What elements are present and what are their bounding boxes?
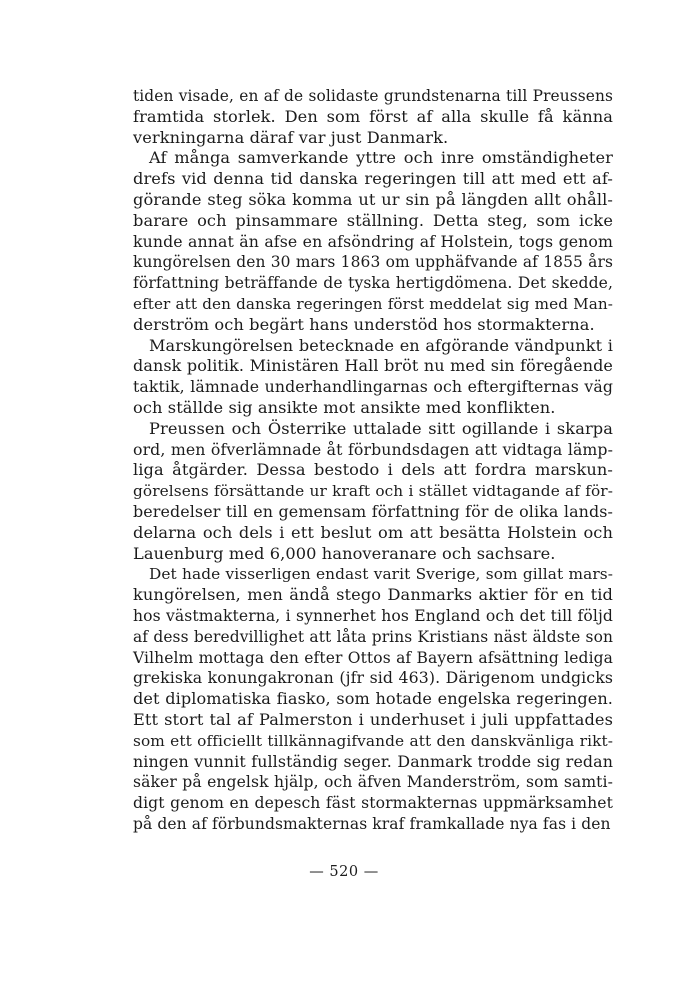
text-line: dansk politik. Ministären Hall bröt nu med sin föregående [133, 356, 613, 376]
text-line: efter att den danska regeringen först meddelat sig med Man- [133, 294, 613, 313]
text-line: Vilhelm mottaga den efter Ottos af Bayern afsättning lediga [133, 648, 613, 667]
text-line: författning beträffande de tyska hertigdömena. Det skedde, [133, 274, 613, 293]
paragraph [133, 148, 613, 335]
text-line: Marskungörelsen betecknade en afgörande vändpunkt i [149, 335, 613, 355]
text-line: ord, men öfverlämnade åt förbundsdagen att vidtaga lämp- [133, 439, 613, 459]
text-line: framtida storlek. Den som först af alla skulle få känna [133, 106, 613, 126]
text-line: Af många samverkande yttre och inre omständigheter [149, 148, 613, 168]
paragraph [133, 419, 613, 565]
page-number: — 520 — [309, 864, 379, 880]
text-line: som ett officiellt tillkännagifvande att den danskvänliga rikt- [133, 731, 613, 750]
text-line: Det hade visserligen endast varit Sverige, som gillat mars- [149, 565, 613, 584]
text-line: taktik, lämnade underhandlingarnas och eftergifternas väg [133, 377, 613, 397]
text-line: Lauenburg med 6,000 hanoveranare och sachsare. [133, 543, 556, 563]
text-line: af dess beredvillighet att låta prins Kristians näst äldste son [133, 627, 613, 646]
text-line: derström och begärt hans understöd hos stormakterna. [133, 314, 595, 334]
text-line: Preussen och Österrike uttalade sitt ogillande i skarpa [149, 418, 613, 438]
text-line: barare och pinsammare ställning. Detta steg, som icke [133, 210, 613, 230]
paragraph [133, 564, 613, 834]
text-line: drefs vid denna tid danska regeringen till att med ett af- [133, 169, 613, 189]
body-text [133, 86, 613, 835]
text-line: kungörelsen den 30 mars 1863 om upphäfvande af 1855 års [133, 253, 613, 272]
text-line: säker på engelsk hjälp, och äfven Manderström, som samti- [133, 773, 613, 792]
paragraph [133, 336, 613, 419]
text-line: det diplomatiska fiasko, som hotade engelska regeringen. [133, 689, 613, 709]
paragraph [133, 86, 613, 148]
text-line: verkningarna däraf var just Danmark. [133, 127, 449, 147]
text-line: och ställde sig ansikte mot ansikte med konflikten. [133, 397, 556, 417]
text-line: liga åtgärder. Dessa bestodo i dels att fordra marskun- [133, 460, 613, 480]
text-line: på den af förbundsmakternas kraf framkallade nya fas i den [133, 814, 611, 833]
text-line: grekiska konungakronan (jfr sid 463). Därigenom undgicks [133, 668, 613, 688]
text-line: Ett stort tal af Palmerston i underhuset i juli uppfattades [133, 709, 613, 729]
text-line: kunde annat än afse en afsöndring af Holstein, togs genom [133, 231, 613, 251]
text-line: ningen vunnit fullständig seger. Danmark trodde sig redan [133, 751, 613, 771]
text-line: digt genom en depesch fäst stormakternas uppmärksamhet [133, 794, 613, 813]
text-line: beredelser till en gemensam författning för de olika lands- [133, 501, 613, 521]
text-line: tiden visade, en af de solidaste grundstenarna till Preussens [133, 87, 613, 105]
text-line: görande steg söka komma ut ur sin på längden allt ohåll- [133, 189, 613, 209]
text-line: görelsens försättande ur kraft och i stället vidtagande af för- [133, 482, 613, 501]
text-line: delarna och dels i ett beslut om att besätta Holstein och [133, 522, 613, 542]
text-line: kungörelsen, men ändå stego Danmarks aktier för en tid [133, 585, 613, 605]
text-line: hos västmakterna, i synnerhet hos England och det till följd [133, 606, 613, 625]
